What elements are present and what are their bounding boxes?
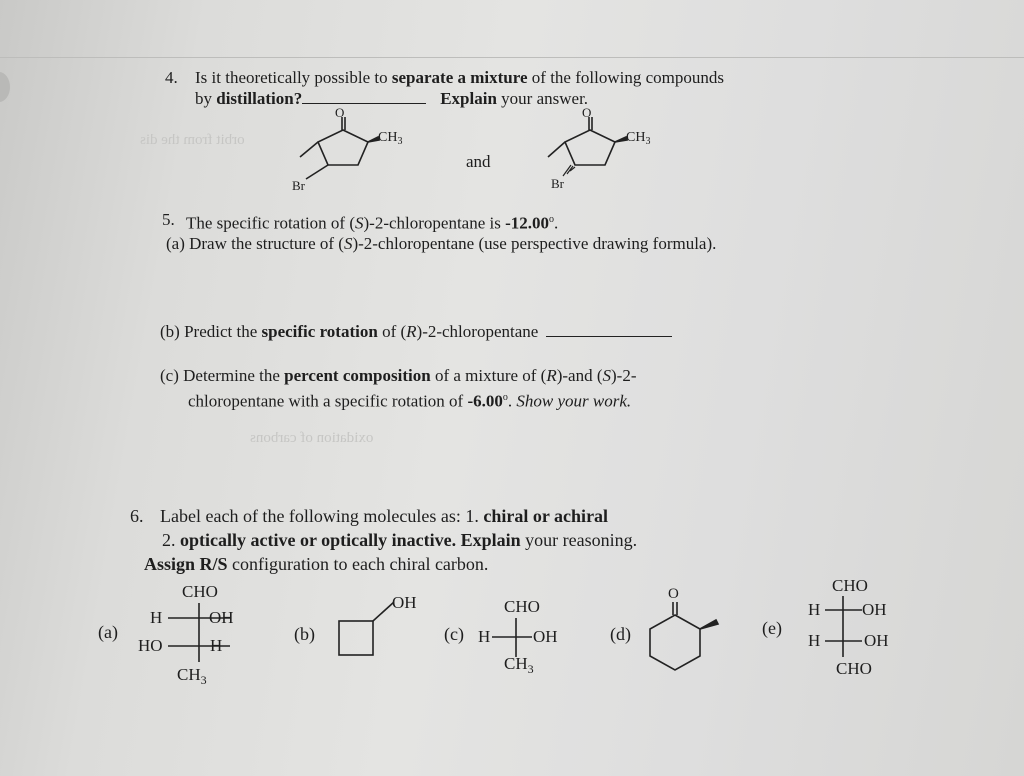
- q6e-label: (e): [762, 618, 782, 638]
- q6-number: 6.: [130, 506, 144, 526]
- q4-and: and: [466, 152, 491, 171]
- q6a-top: CHO: [182, 582, 218, 601]
- q6e-top: CHO: [832, 576, 868, 595]
- br-bond: [306, 165, 328, 179]
- q5-part-c-line2: chloropentane with a specific rotation of -6.00$^o$. Show your work.: [188, 391, 632, 411]
- q6e-oh2: OH: [864, 631, 889, 650]
- q4-line1: Is it theoretically possible to separate a mixture of the following compounds: [195, 68, 724, 87]
- q4-molecule-1: [300, 117, 379, 179]
- q5-part-b: (b) Predict the specific rotation of (R)-2-chloropentane: [160, 320, 672, 342]
- q4-m1-ch3: $CH_3$: [378, 130, 403, 147]
- q6e-oh1: OH: [862, 600, 887, 619]
- q6a-label: (a): [98, 622, 118, 642]
- q6a-ho2: HO: [138, 636, 163, 655]
- q6e-fischer-projection: [825, 596, 862, 657]
- q6d-label: (d): [610, 624, 631, 644]
- q6c-label: (c): [444, 624, 464, 644]
- q4-number: 4.: [165, 68, 178, 87]
- q6b-cyclobutane: [339, 602, 394, 655]
- q6c-oh: OH: [533, 627, 558, 646]
- q6d-cyclohexanone: [650, 602, 718, 670]
- q5-line1: The specific rotation of (S)-2-chloropentane is -12.00$^o$.: [186, 213, 559, 233]
- q6e-h1: H: [808, 600, 821, 619]
- q4-m2-ch3: $CH_3$: [626, 130, 651, 147]
- q6d-oxygen: O: [668, 586, 679, 602]
- q6a-bottom: $CH_3$: [177, 665, 207, 687]
- q6b-label: (b): [294, 624, 315, 644]
- bleed-through-text: oxidation of carbons: [250, 430, 374, 446]
- cyclopentane-ring: [318, 130, 368, 165]
- q4-line2: by distillation? Explain your answer.: [195, 89, 589, 108]
- q6c-bottom: $CH_3$: [504, 654, 534, 676]
- q6b-oh: OH: [392, 593, 417, 612]
- q5-part-a: (a) Draw the structure of (S)-2-chloropentane (use perspective drawing formula).: [166, 234, 717, 253]
- q4-m2-br: Br: [551, 176, 564, 191]
- q6c-fischer-projection: [492, 618, 532, 657]
- q6a-oh1: OH: [209, 608, 234, 627]
- q6-line1: Label each of the following molecules as: 1. chiral or achiral: [160, 506, 609, 526]
- q6e-bottom: CHO: [836, 659, 872, 678]
- side-bond: [548, 142, 565, 157]
- q4-m2-oxygen: O: [582, 105, 592, 120]
- q6-line2: 2. optically active or optically inactive. Explain your reasoning.: [162, 530, 638, 550]
- q4-m1-oxygen: O: [335, 105, 345, 120]
- q5-part-c: (c) Determine the percent composition of a mixture of (R)-and (S)-2-: [160, 366, 637, 385]
- q6c-top: CHO: [504, 597, 540, 616]
- q4-m1-br: Br: [292, 178, 305, 193]
- q6a-h2: H: [210, 636, 223, 655]
- q6a-h1: H: [150, 608, 163, 627]
- cyclopentane-ring: [565, 130, 615, 165]
- q5-number: 5.: [162, 210, 175, 229]
- q6c-h: H: [478, 627, 491, 646]
- side-bond: [300, 142, 318, 157]
- q4-molecule-2: [548, 117, 627, 176]
- q6e-h2: H: [808, 631, 821, 650]
- q6-line3: Assign R/S configuration to each chiral carbon.: [144, 554, 489, 574]
- bleed-through-text: orbit from the dis: [140, 132, 245, 148]
- q5b-answer-blank: [546, 320, 672, 337]
